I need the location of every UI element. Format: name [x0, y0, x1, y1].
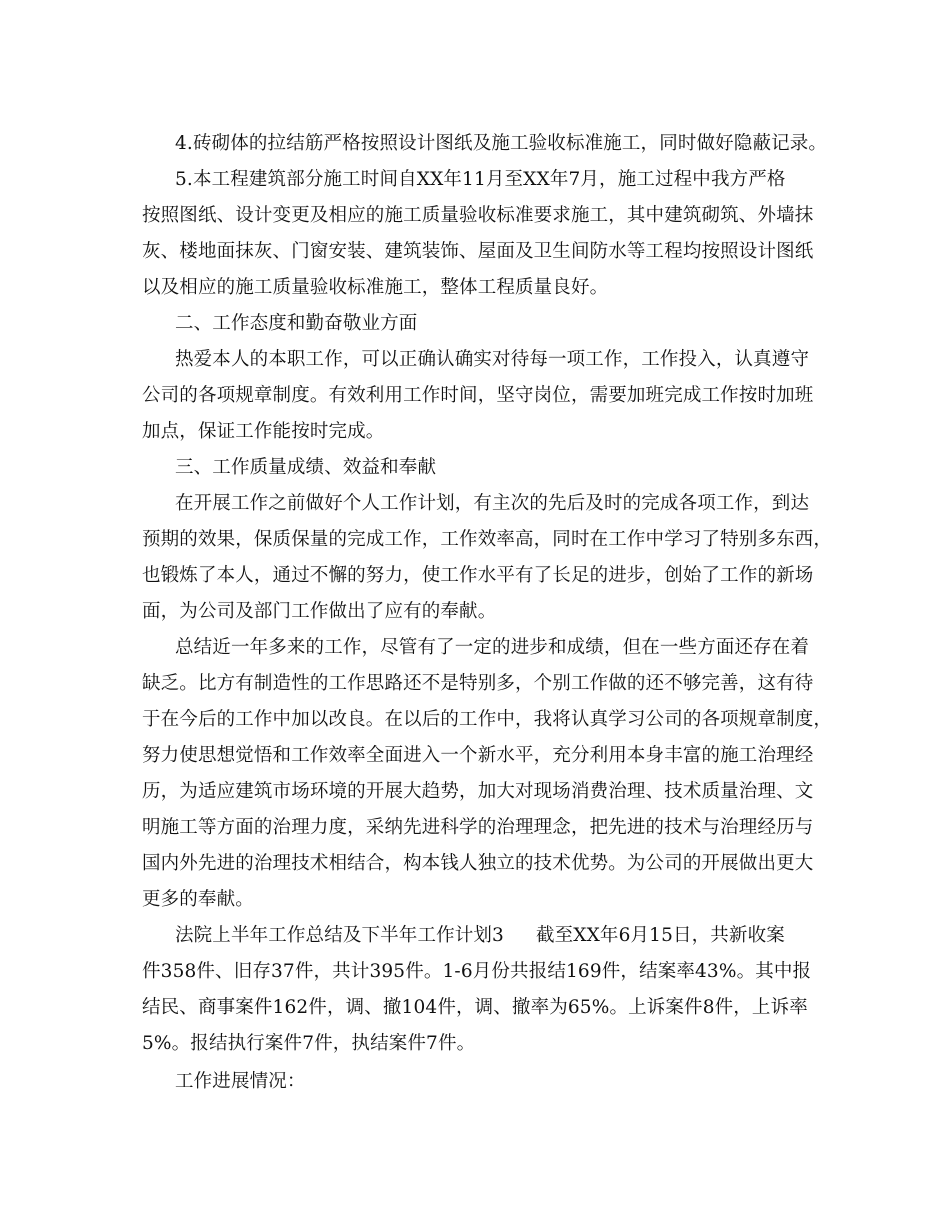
paragraph-line: 于在今后的工作中加以改良。在以后的工作中，我将认真学习公司的各项规章制度，: [142, 709, 833, 730]
paragraph-line: 预期的效果，保质保量的完成工作，工作效率高，同时在工作中学习了特别多东西，: [142, 529, 833, 550]
paragraph-line: 灰、楼地面抹灰、门窗安装、建筑装饰、屋面及卫生间防水等工程均按照设计图纸: [142, 241, 814, 262]
paragraph-line: 也锻炼了本人，通过不懈的努力，使工作水平有了长足的进步，创始了工作的新场: [142, 565, 814, 586]
section-heading: 工作进展情况：: [175, 1071, 306, 1092]
paragraph-line: 按照图纸、设计变更及相应的施工质量验收标准要求施工，其中建筑砌筑、外墙抹: [142, 205, 814, 226]
paragraph-line: 5%。报结执行案件7件，执结案件7件。: [142, 1033, 476, 1054]
paragraph-line: 面，为公司及部门工作做出了应有的奉献。: [142, 601, 497, 622]
paragraph-line: 5.本工程建筑部分施工时间自XX年11月至XX年7月，施工过程中我方严格: [175, 169, 786, 190]
paragraph-line: 缺乏。比方有制造性的工作思路还不是特别多，个别工作做的还不够完善，这有待: [142, 673, 814, 694]
paragraph-line: 结民、商事案件162件，调、撤104件，调、撤率为65%。上诉案件8件，上诉率: [142, 997, 808, 1018]
paragraph-line: 热爱本人的本职工作，可以正确认确实对待每一项工作，工作投入，认真遵守: [175, 349, 810, 370]
paragraph-line: 历，为适应建筑市场环境的开展大趋势，加大对现场消费治理、技术质量治理、文: [142, 781, 814, 802]
paragraph-line: 总结近一年多来的工作，尽管有了一定的进步和成绩，但在一些方面还存在着: [175, 637, 810, 658]
court-summary-first-line: [175, 924, 785, 948]
paragraph-line: 明施工等方面的治理力度，采纳先进科学的治理理念，把先进的技术与治理经历与: [142, 817, 814, 838]
paragraph-line: 件358件、旧存37件，共计395件。1-6月份共报结169件，结案率43%。其中报: [142, 961, 812, 982]
paragraph-line: 国内外先进的治理技术相结合，构本钱人独立的技术优势。为公司的开展做出更大: [142, 853, 814, 874]
paragraph-line: 公司的各项规章制度。有效利用工作时间，坚守岗位，需要加班完成工作按时加班: [142, 385, 814, 406]
paragraph-line: 在开展工作之前做好个人工作计划，有主次的先后及时的完成各项工作，到达: [175, 493, 810, 514]
paragraph-line: 截至XX年6月15日，共新收案: [535, 925, 785, 946]
paragraph-line: 加点，保证工作能按时完成。: [142, 421, 385, 442]
paragraph-line: 更多的奉献。: [142, 889, 254, 910]
court-heading: 法院上半年工作总结及下半年工作计划3: [175, 925, 504, 946]
paragraph-line: 以及相应的施工质量验收标准施工，整体工程质量良好。: [142, 277, 609, 298]
section-heading: 二、工作态度和勤奋敬业方面: [175, 313, 418, 334]
paragraph-line: 努力使思想觉悟和工作效率全面进入一个新水平，充分利用本身丰富的施工治理经: [142, 745, 814, 766]
paragraph-line: 4.砖砌体的拉结筋严格按照设计图纸及施工验收标准施工，同时做好隐蔽记录。: [175, 133, 828, 154]
section-heading: 三、工作质量成绩、效益和奉献: [175, 457, 437, 478]
